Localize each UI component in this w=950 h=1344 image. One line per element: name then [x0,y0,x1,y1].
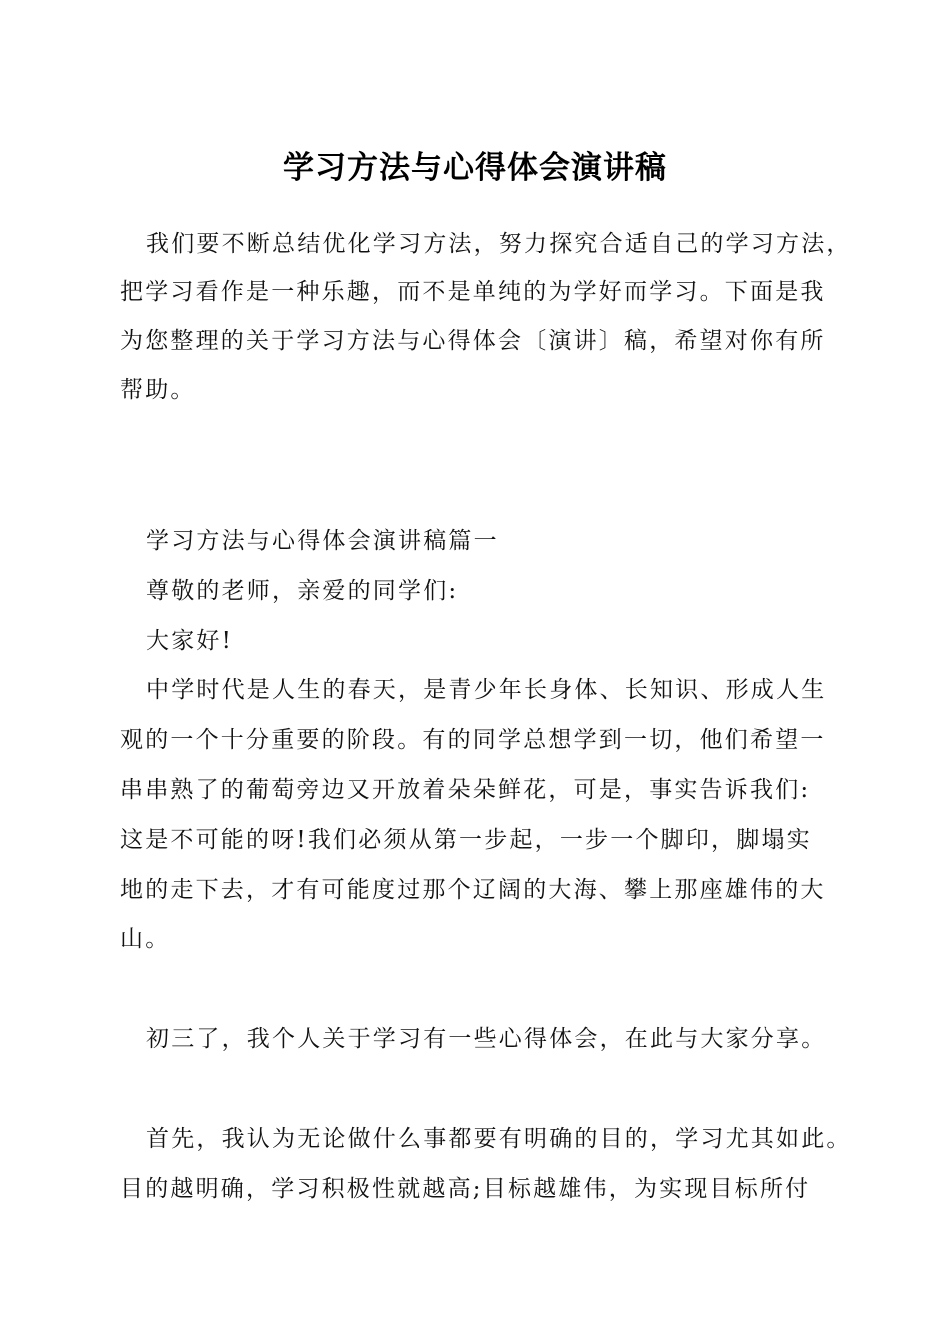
body-line-9: 目的越明确，学习积极性就越高;目标越雄伟，为实现目标所付 [120,1176,811,1202]
greeting: 大家好! [146,628,234,654]
body-line-6: 山。 [120,926,171,952]
body-line-4: 这是不可能的呀!我们必须从第一步起，一步一个脚印，脚塌实 [120,827,812,853]
body-line-1: 中学时代是人生的春天，是青少年长身体、长知识、形成人生 [146,677,827,703]
intro-line-3: 为您整理的关于学习方法与心得体会〔演讲〕稿，希望对你有所 [120,328,826,354]
intro-line-2: 把学习看作是一种乐趣，而不是单纯的为学好而学习。下面是我 [120,279,826,305]
body-line-8: 首先，我认为无论做什么事都要有明确的目的，学习尤其如此。 [146,1126,852,1152]
section-heading: 学习方法与心得体会演讲稿篇一 [146,528,499,554]
intro-line-1: 我们要不断总结优化学习方法，努力探究合适自己的学习方法， [146,231,852,257]
body-line-5: 地的走下去，才有可能度过那个辽阔的大海、攀上那座雄伟的大 [120,877,826,903]
salutation: 尊敬的老师，亲爱的同学们: [146,578,459,604]
body-line-3: 串串熟了的葡萄旁边又开放着朵朵鲜花，可是，事实告诉我们: [120,777,811,803]
intro-line-4: 帮助。 [120,377,196,403]
document-title: 学习方法与心得体会演讲稿 [283,150,667,186]
body-line-7: 初三了，我个人关于学习有一些心得体会，在此与大家分享。 [146,1026,827,1052]
body-line-2: 观的一个十分重要的阶段。有的同学总想学到一切，他们希望一 [120,727,826,753]
